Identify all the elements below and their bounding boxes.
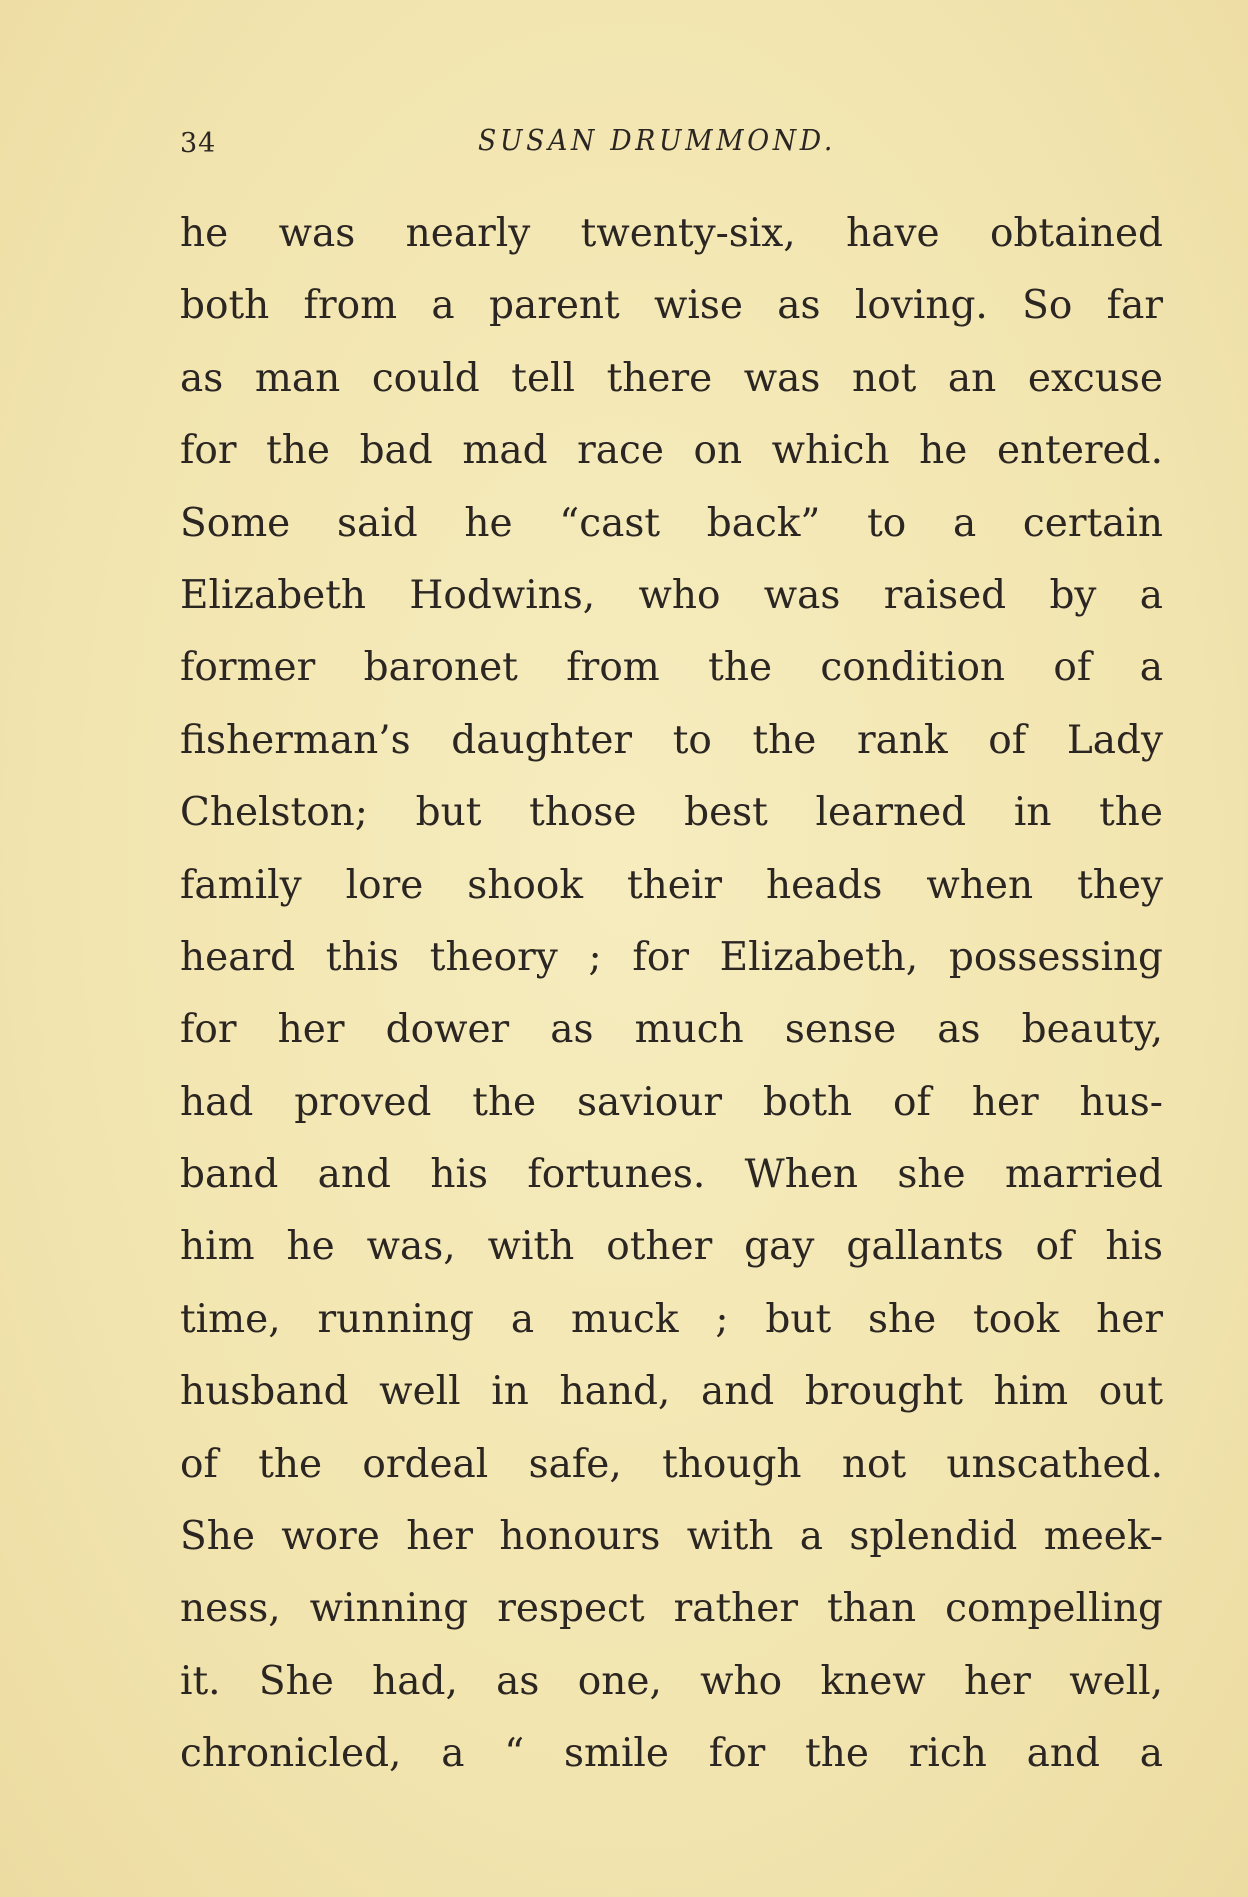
text-line: family lore shook their heads when they — [180, 862, 1163, 908]
text-line: him he was, with other gay gallants of his — [180, 1224, 1163, 1270]
text-line: ness, winning respect rather than compelling — [180, 1586, 1163, 1632]
text-line: time, running a muck ; but she took her — [180, 1296, 1163, 1342]
running-title: SUSAN DRUMMOND. — [478, 123, 837, 157]
page-number: 34 — [180, 128, 217, 159]
text-line: both from a parent wise as loving. So far — [180, 283, 1163, 329]
text-line: of the ordeal safe, though not unscathed. — [180, 1441, 1163, 1487]
text-line: it. She had, as one, who knew her well, — [180, 1658, 1163, 1704]
text-line: Elizabeth Hodwins, who was raised by a — [180, 572, 1163, 618]
text-line: husband well in hand, and brought him out — [180, 1369, 1163, 1415]
text-line: heard this theory ; for Elizabeth, possessing — [180, 934, 1163, 980]
text-line: band and his fortunes. When she married — [180, 1152, 1163, 1198]
text-line: chronicled, a “ smile for the rich and a — [180, 1731, 1163, 1777]
text-line: he was nearly twenty-six, have obtained — [180, 211, 1163, 256]
text-line: Some said he “cast back” to a certain — [180, 500, 1163, 546]
body-text — [180, 198, 1163, 1791]
text-line: She wore her honours with a splendid meek- — [180, 1514, 1163, 1560]
text-line: had proved the saviour both of her hus- — [180, 1079, 1163, 1125]
text-line: for her dower as much sense as beauty, — [180, 1007, 1163, 1053]
text-line: as man could tell there was not an excuse — [180, 355, 1163, 401]
text-line: former baronet from the condition of a — [180, 645, 1163, 691]
text-line: fisherman’s daughter to the rank of Lady — [180, 717, 1163, 763]
text-line: for the bad mad race on which he entered. — [180, 428, 1163, 474]
text-line: Chelston; but those best learned in the — [180, 790, 1163, 836]
